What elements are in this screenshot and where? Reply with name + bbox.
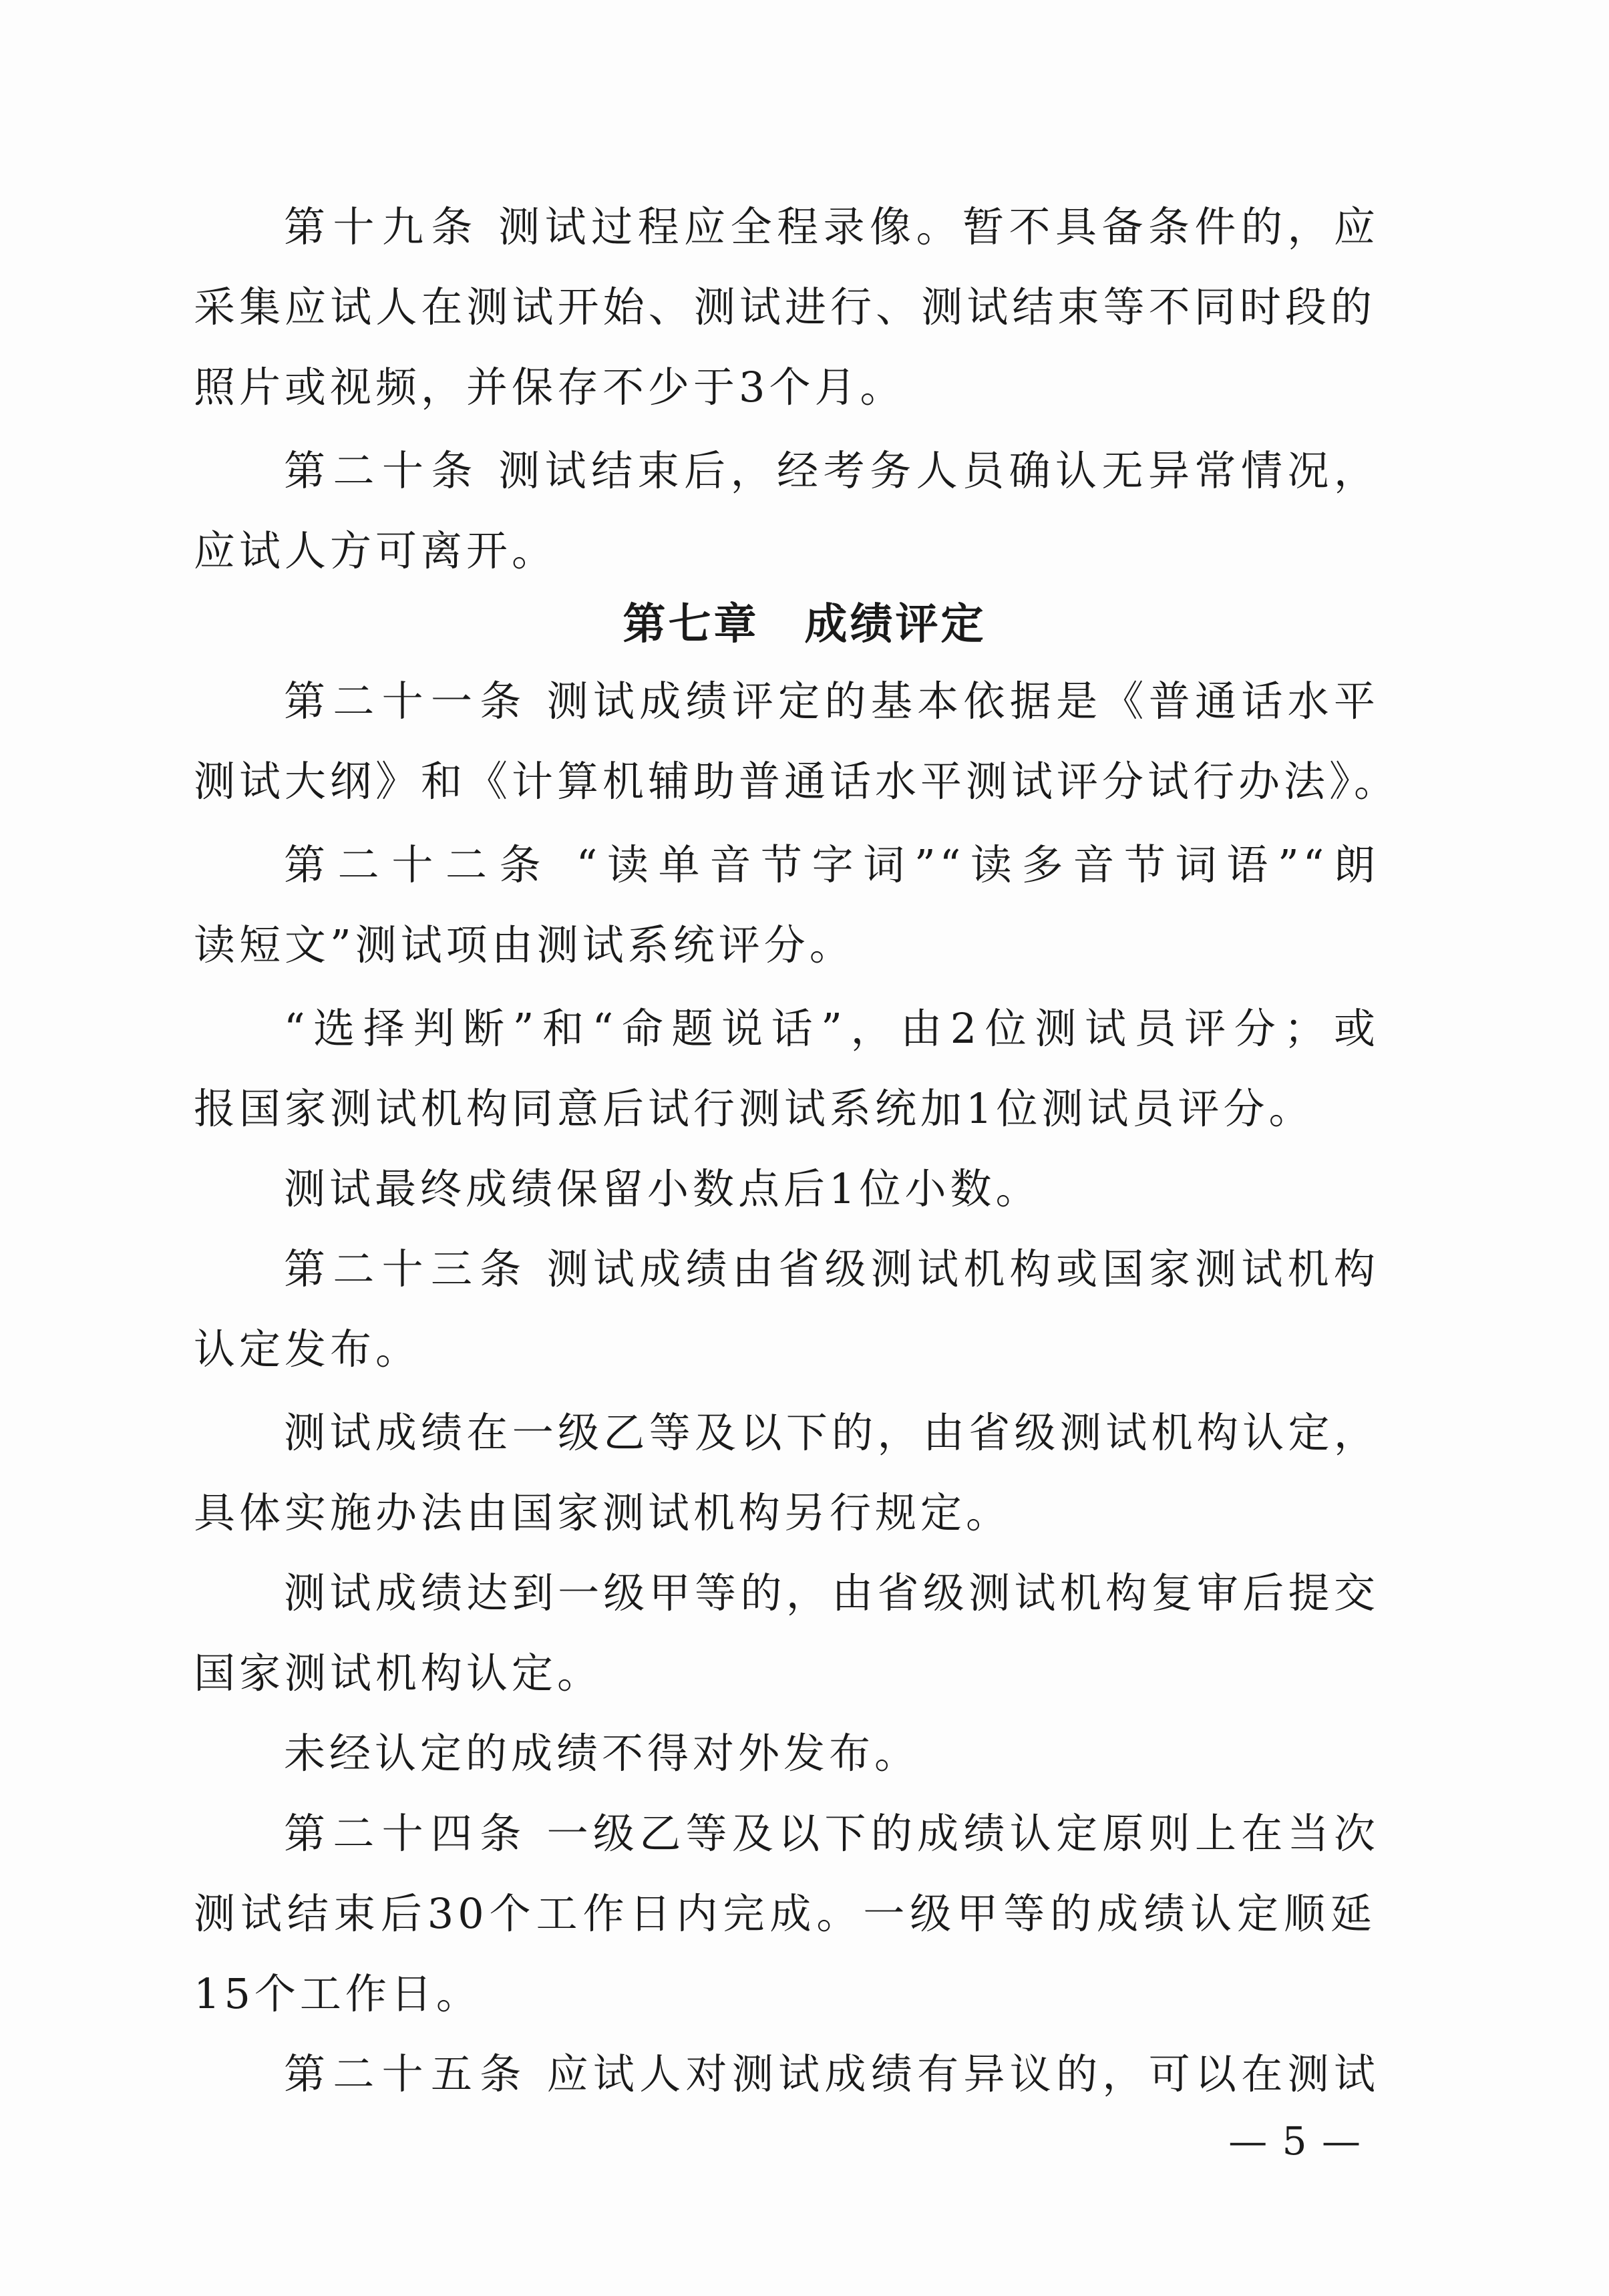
paragraph-line [284, 1243, 1379, 1296]
paragraph-line [284, 838, 1379, 892]
article-number: 第二十一条 [284, 677, 529, 725]
paragraph-line [284, 675, 1379, 728]
paragraph-text: 测试成绩由省级测试机构或国家测试机构 [546, 1245, 1379, 1293]
paragraph-text: 测试结束后，经考务人员确认无异常情况， [498, 446, 1379, 495]
paragraph-line: “选择判断”和“命题说话”，由2位测试员评分；或 [284, 1004, 1379, 1053]
paragraph-line: 测试成绩在一级乙等及以下的，由省级测试机构认定， [284, 1408, 1379, 1457]
paragraph-line: 照片或视频，并保存不少于3个月。 [194, 363, 906, 412]
article-number: 第二十五条 [284, 2049, 529, 2098]
paragraph-line: 测试最终成绩保留小数点后1位小数。 [284, 1164, 1041, 1213]
paragraph-line: 具体实施办法由国家测试机构另行规定。 [194, 1488, 1012, 1537]
paragraph-line: 国家测试机构认定。 [194, 1649, 603, 1697]
paragraph-text: 测试过程应全程录像。暂不具备条件的，应 [498, 202, 1379, 251]
paragraph-text: 应试人对测试成绩有异议的，可以在测试 [546, 2049, 1379, 2098]
paragraph-line: 认定发布。 [194, 1325, 421, 1373]
paragraph-line: 测试结束后30个工作日内完成。一级甲等的成绩认定顺延 [194, 1889, 1376, 1938]
article-number: 第二十二条 [284, 840, 554, 889]
paragraph-line: 15个工作日。 [194, 1969, 482, 2018]
paragraph-line: 采集应试人在测试开始、测试进行、测试结束等不同时段的 [194, 283, 1376, 331]
paragraph-line: 未经认定的成绩不得对外发布。 [284, 1729, 920, 1778]
paragraph-line: 应试人方可离开。 [194, 526, 558, 575]
paragraph-line: 读短文”测试项由测试系统评分。 [194, 921, 855, 969]
paragraph-line: 测试大纲》和《计算机辅助普通话水平测试评分试行办法》。 [194, 757, 1400, 806]
article-number: 第十九条 [284, 202, 480, 251]
paragraph-text: 一级乙等及以下的成绩认定原则上在当次 [546, 1809, 1379, 1858]
paragraph-line [284, 444, 1379, 498]
paragraph-text: 测试成绩评定的基本依据是《普通话水平 [546, 677, 1379, 725]
article-number: 第二十四条 [284, 1809, 529, 1858]
paragraph-line [284, 2047, 1379, 2101]
article-number: 第二十三条 [284, 1245, 529, 1293]
chapter-heading: 第七章 成绩评定 [622, 600, 987, 649]
paragraph-text: “读单音节字词”“读多音节词语”“朗 [576, 840, 1379, 889]
paragraph-line: 报国家测试机构同意后试行测试系统加1位测试员评分。 [194, 1084, 1314, 1133]
article-number: 第二十条 [284, 446, 480, 495]
paragraph-line [284, 1807, 1379, 1860]
page-number: — 5 — [1228, 2118, 1362, 2164]
paragraph-line [284, 200, 1379, 254]
paragraph-line: 测试成绩达到一级甲等的，由省级测试机构复审后提交 [284, 1569, 1379, 1617]
